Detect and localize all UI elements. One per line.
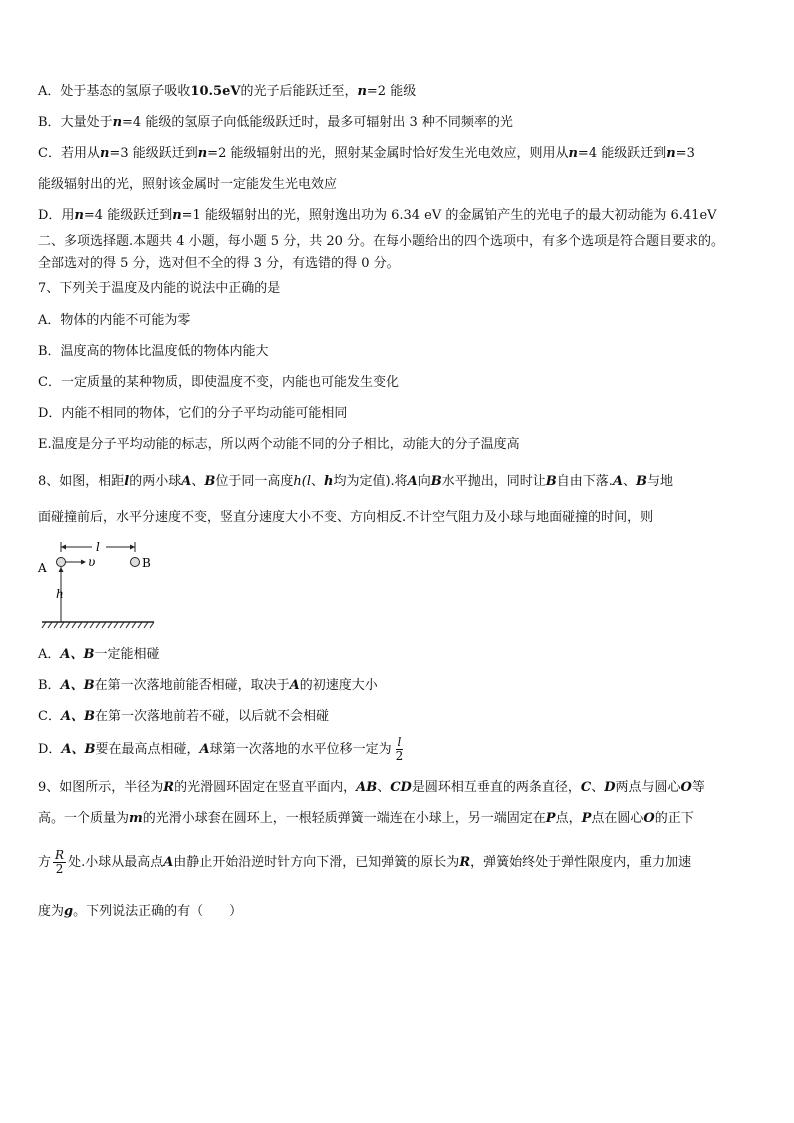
velocity-arrowhead [81,560,86,565]
text: 在第一次落地前能否相碰，取决于 [94,678,290,693]
figure-label-l: l [96,540,100,554]
var-b: B [636,474,648,489]
q6-option-c-line2: 能级辐射出的光，照射该金属时一定能发生光电效应 [38,177,338,192]
text: 的光滑小球套在圆环上，一根轻质弹簧一端连在小球上，另一端固定在 [142,811,546,826]
q6-option-b [38,114,513,132]
var-a: A [612,474,624,489]
text: 的光滑圆环固定在竖直平面内， [174,780,357,795]
text: 等 [691,780,705,795]
var-a: A [181,474,192,489]
q7-option-d: D．内能不相同的物体，它们的分子平均动能可能相同 [38,406,348,421]
text: 两点与圆心 [615,780,681,795]
q7-option-e: E.温度是分子平均动能的标志，所以两个动能不同的分子相比，动能大的分子温度高 [38,437,520,452]
text: 、 [310,474,324,489]
fraction-denominator: 2 [395,749,404,763]
text: 若用从 [60,146,100,161]
var-g: g [64,904,74,919]
q8-option-a [38,646,159,664]
var-b: B [430,474,442,489]
q8-stem-line2: 面碰撞前后，水平分速度不变，竖直分速度大小不变、方向相反.不计空气阻力及小球与地面碰撞的时间，则 [38,510,654,525]
var-n: n [357,84,367,99]
fraction-numerator: R [55,848,65,862]
var-p: P [545,811,556,826]
text: 、 [591,780,605,795]
text: 大量处于 [60,115,113,130]
ball-b [131,558,140,567]
text: =2 能级 [366,84,417,99]
text: =4 能级跃迁到 [577,146,667,161]
var-n: n [568,146,578,161]
text: 由静止开始沿逆时针方向下滑，已知弹簧的原长为 [173,855,460,870]
var-a: A [199,742,210,757]
var-m: m [129,811,143,826]
var-ab: A、B [60,709,96,724]
q6-option-c [38,145,695,163]
text: 点在圆心 [591,811,644,826]
text: =2 能级辐射出的光，照射某金属时恰好发生光电效应，则用从 [207,146,569,161]
q6-option-d [38,207,717,225]
fraction-numerator: l [397,735,402,749]
figure-label-v: υ [88,555,96,569]
option-label: C． [38,146,61,161]
option-label: A． [38,647,61,662]
var-n: n [112,115,123,130]
text: 自由下落. [556,474,613,489]
var-ab: AB [356,780,378,795]
text: 球第一次落地的水平位移一定为 [209,742,392,757]
text: 的两小球 [129,474,182,489]
text: 、 [623,474,637,489]
text: =1 能级辐射出的光，照射逸出功为 6.34 eV 的金属铂产生的光电子的最大初动能为 6.41eV [181,208,717,223]
text: =3 [675,146,695,161]
figure-label-b: B [142,556,151,570]
text: =4 能级跃迁到 [83,208,173,223]
text: 8、如图，相距 [38,474,125,489]
dimension-l-arrow-left [61,545,66,550]
var-c: C [580,780,592,795]
var-p: P [581,811,592,826]
q9-stem [38,779,705,797]
fraction-l-over-2 [394,736,406,763]
q7-stem: 7、下列关于温度及内能的说法中正确的是 [38,281,281,296]
text: 水平抛出，同时让 [441,474,546,489]
text: 位于同一高度 [215,474,294,489]
text: 处.小球从最高点 [68,855,164,870]
var-o: O [680,780,692,795]
text: 要在最高点相碰， [95,742,200,757]
option-label: C． [38,709,61,724]
text: 、 [377,780,391,795]
text: =4 能级的氢原子向低能级跃迁时，最多可辐射出 3 种不同频率的光 [122,115,513,130]
q6-option-a [38,83,416,101]
text: 度为 [38,904,65,919]
text: 的初速度大小 [299,678,378,693]
text: 、 [191,474,205,489]
option-label: B． [38,115,61,130]
option-label: B． [38,678,61,693]
var-b: B [204,474,216,489]
value: 10.5eV [190,84,241,99]
fraction-denominator: 2 [55,862,64,876]
var-a: A [163,855,174,870]
var-h: h [324,474,334,489]
figure-label-a: A [38,561,47,575]
var-ab: A、B [60,678,95,693]
var-a: A [407,474,418,489]
ball-a [57,558,66,567]
text: 处于基态的氢原子吸收 [60,84,191,99]
var-d: D [604,780,616,795]
option-label: D． [38,208,62,223]
text: =3 能级跃迁到 [109,146,198,161]
dimension-h-arrow-top [59,567,64,572]
var-ab: A、B [60,647,95,662]
var-ab: A、B [61,742,96,757]
var-n: n [74,208,84,223]
section-2-heading: 二、多项选择题.本题共 4 小题，每小题 5 分，共 20 分。在每小题给出的四个选项中，有多个选项是符合题目要求的。 [38,234,725,249]
text: 是圆环相互垂直的两条直径， [411,780,581,795]
var-r: R [163,780,175,795]
dimension-l-arrow-right [130,545,135,550]
text: 方 [38,855,52,870]
q8-stem [38,473,673,491]
text: ，弹簧始终处于弹性限度内，重力加速 [470,855,692,870]
text: 的光子后能跃迁至， [240,84,358,99]
q7-option-a: A．物体的内能不可能为零 [38,313,191,328]
q9-stem-line3 [38,848,691,878]
q7-option-b: B．温度高的物体比温度低的物体内能大 [38,344,269,359]
text: 9、如图所示，半径为 [38,780,164,795]
text: 的正下 [654,811,694,826]
section-2-heading-line2: 全部选对的得 5 分，选对但不全的得 3 分，有选错的得 0 分。 [38,256,400,271]
text: 用 [61,208,75,223]
text: 向 [417,474,431,489]
q8-option-d [38,736,407,764]
text: 。下列说法正确的有（ ） [73,904,243,919]
var-b: B [545,474,557,489]
option-label: A． [38,84,61,99]
q9-stem-line4 [38,903,242,921]
var-n: n [666,146,676,161]
q7-option-c: C．一定质量的某种物质，即使温度不变，内能也可能发生变化 [38,375,399,390]
var-n: n [99,146,110,161]
q8-option-b [38,677,378,695]
text: 在第一次落地前若不碰，以后就不会相碰 [95,709,330,724]
var-o: O [643,811,655,826]
var-n: n [197,146,208,161]
text: 高。一个质量为 [38,811,130,826]
var-h: h(l [293,474,311,489]
text: 与地 [647,474,674,489]
q8-figure [36,540,156,632]
fraction-r-over-2 [53,849,66,876]
option-label: D． [38,742,62,757]
ground-hatch [42,622,154,628]
var-n: n [172,208,182,223]
q8-option-c [38,708,329,726]
var-cd: CD [390,780,412,795]
text: 点， [555,811,582,826]
q9-stem-line2 [38,810,694,828]
text: 一定能相碰 [94,647,160,662]
text: 均为定值).将 [333,474,408,489]
figure-label-h: h [56,587,64,601]
var-a: A [289,678,300,693]
var-r: R [459,855,471,870]
var-l: l [124,474,130,489]
